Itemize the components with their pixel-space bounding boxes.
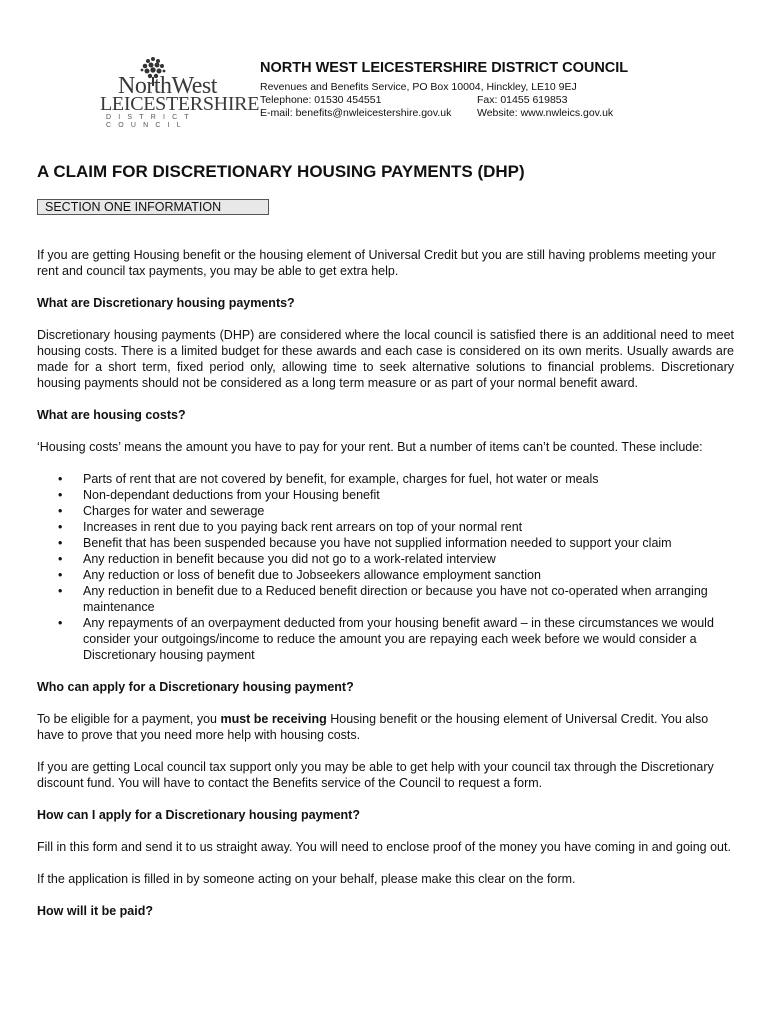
org-name: NORTH WEST LEICESTERSHIRE DISTRICT COUNCIL xyxy=(260,60,629,76)
contact-details xyxy=(260,81,680,120)
list-item: • Any reduction in benefit because you did not go to a work-related interview xyxy=(37,551,734,567)
heading-housing-costs: What are housing costs? xyxy=(37,408,186,422)
heading-who-can-apply: Who can apply for a Discretionary housing payment? xyxy=(37,680,354,694)
eligibility-paragraph xyxy=(37,711,734,743)
list-item: • Parts of rent that are not covered by benefit, for example, charges for fuel, hot water or meals xyxy=(37,471,734,487)
behalf-paragraph: If the application is filled in by someone acting on your behalf, please make this clear on the form. xyxy=(37,872,576,886)
list-item: • Charges for water and sewerage xyxy=(37,503,734,519)
council-header xyxy=(260,59,680,120)
list-item: • Any repayments of an overpayment deducted from your housing benefit award – in these circumstances we would consider your outgoings/income to reduce the amount you are repaying each week before we would consider a Discretionary housing payment xyxy=(37,615,734,663)
website-link[interactable]: Website: www.nwleics.gov.uk xyxy=(477,107,614,119)
eligibility-text-end: Housing benefit or the housing element of Universal Credit. You also have to prove that you need more help with housing costs. xyxy=(37,712,709,742)
eligibility-emphasis: must be receiving xyxy=(220,712,327,726)
page-title: A CLAIM FOR DISCRETIONARY HOUSING PAYMENTS (DHP) xyxy=(37,162,525,181)
logo-text-district-council: DISTRICT COUNCIL xyxy=(106,114,196,129)
list-item: • Any reduction in benefit due to a Reduced benefit direction or because you have not co-operated when arranging maintenance xyxy=(37,583,734,615)
heading-what-are-dhp: What are Discretionary housing payments? xyxy=(37,296,295,310)
document-body xyxy=(37,247,734,935)
list-item: • Non-dependant deductions from your Housing benefit xyxy=(37,487,734,503)
housing-costs-description: ‘Housing costs’ means the amount you have to pay for your rent. But a number of items can’t be counted. These include: xyxy=(37,440,703,454)
email-link[interactable]: E-mail: benefits@nwleicestershire.gov.uk xyxy=(260,107,452,119)
logo-text-northwest: NorthWest xyxy=(118,73,217,99)
how-to-apply-paragraph: Fill in this form and send it to us straight away. You will need to enclose proof of the money you have coming in and going out. xyxy=(37,840,731,854)
address: Revenues and Benefits Service, PO Box 10004, Hinckley, LE10 9EJ xyxy=(260,81,577,93)
heading-how-paid: How will it be paid? xyxy=(37,904,153,918)
council-logo xyxy=(96,56,260,129)
heading-how-to-apply: How can I apply for a Discretionary housing payment? xyxy=(37,808,360,822)
list-item: • Any reduction or loss of benefit due to Jobseekers allowance employment sanction xyxy=(37,567,734,583)
eligibility-text-start: To be eligible for a payment, you xyxy=(37,712,221,726)
fax: Fax: 01455 619853 xyxy=(477,94,568,106)
excluded-items-list xyxy=(37,471,734,663)
intro-paragraph: If you are getting Housing benefit or the housing element of Universal Credit but you are still having problems meeting your rent and council tax payments, you may be able to get extra help. xyxy=(37,248,716,278)
logo-text-leicestershire: LEICESTERSHIRE xyxy=(100,93,260,115)
list-item: • Increases in rent due to you paying back rent arrears on top of your normal rent xyxy=(37,519,734,535)
list-item: • Benefit that has been suspended because you have not supplied information needed to support your claim xyxy=(37,535,734,551)
telephone: Telephone: 01530 454551 xyxy=(260,94,382,106)
council-tax-paragraph: If you are getting Local council tax support only you may be able to get help with your council tax through the Discretionary discount fund. You will have to contact the Benefits service of the Council to request a form. xyxy=(37,760,714,790)
dhp-description: Discretionary housing payments (DHP) are considered where the local council is satisfied there is an additional need to meet housing costs. There is a limited budget for these awards and each case is considered on its own merits. Usually awards are made for a short term, fixed period only, allowing time to seek alternative solutions to financial problems. Discretionary housing payments should not be considered as a long term measure or as part of your normal benefit award. xyxy=(37,328,734,390)
section-label: SECTION ONE INFORMATION xyxy=(37,199,269,215)
